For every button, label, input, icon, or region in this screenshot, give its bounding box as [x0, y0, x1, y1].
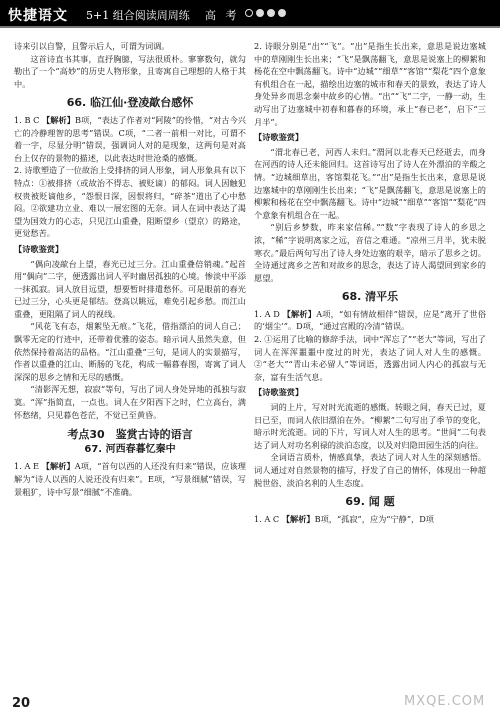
sec68-appreciation-p1: 词的上片，写对时光流逝的感慨。转眼之间，春天已过，夏日已至，而词人依旧漂泊在外。“柳絮”二句写出了季节的变化，暗示时光流逝。词的下片，写词人对人生的思考。“世间”二句表达了词人对功名利禄的淡泊态度，以及对归隐田园生活的向往。: [254, 402, 486, 450]
brand-title: 快捷语文: [8, 8, 68, 24]
watermark: MXQE.COM: [404, 694, 486, 709]
sec66-appreciation-p3: “清影浑无想，寂寂”等句，写出了词人身处异地的孤独与寂寞。“浑”指简直，一点也。词人在夕阳西下之时，伫立高台，满怀愁绪，只见暮色苍茫，不觉已至黄昏。: [14, 384, 246, 420]
level-label: 高 考: [205, 9, 240, 22]
section-67-title: 67. 河西春暮忆秦中: [84, 443, 176, 455]
sec67-answer-1-key: 1. A E: [14, 461, 40, 472]
sec66-jiexi-label: 【解析】: [42, 114, 75, 125]
sec67-answer-2: 2. 诗眼分别是“出”“飞”。“出”是指生长出来，意思是说边塞城中的草刚刚生长出来；“飞”是飘荡翻飞，意思是说塞上的柳絮和杨花在空中飘荡翻飞。诗中“边城”“细草”“客馆”“梨花”四个意象有机组合在一起，描绘出边塞的城市和春天的景致，表达了诗人身处异乡而思念秦中故乡的心情。“出”“飞”二字，一静一动，生动写出了边塞城中初春和暮春的环境，承上“春已老”，启下“三月半”。: [254, 41, 486, 127]
left-column: [14, 40, 246, 498]
page-number: 20: [12, 696, 31, 711]
section-66-title: 66. 临江仙·登凌歊台感怀: [66, 96, 194, 110]
sec68-answer-2: 2. ①运用了比喻的修辞手法，词中“浑忘了”“老大”等词，写出了词人在浑浑噩噩中度过的时光，表达了词人对人生的感慨。②“老大”“青山未必留人”等词语，透露出词人内心的孤寂与无奈，富有生活气息。: [254, 334, 486, 382]
kaodian-title: 考点30 鉴赏古诗的语言: [67, 428, 193, 442]
sec66-appreciation-label: 【诗歌鉴赏】: [14, 243, 64, 254]
intro-line-1: 诗来引以自警，且警示后人，可谓为词调。: [14, 41, 170, 51]
sec67-answer-1-text: A项，“首句以西的人还没有归来”错误，应该理解为“诗人以西的人说还没有归来”。E项，“写景细腻”错误，写景粗犷，诗中写景“细腻”不准确。: [14, 461, 246, 497]
section-68-title: 68. 清平乐: [341, 290, 399, 304]
sec67-appreciation-p1: “渭北春已老，河西人未归。”渭河以北春天已经逝去，而身在河西的诗人还未能回归。这首诗写出了诗人在外漂泊的辛酸之情。“边城细草出，客馆梨花飞。”“出”是指生长出来，意思是说边塞城中的草刚刚生长出来；“飞”是飘荡翻飞，意思是说塞上的柳絮和杨花在空中飘荡翻飞。诗中“边城”“细草”“客馆”“梨花”四个意象有机组合在一起。: [254, 146, 486, 220]
intro-paragraph: 这首诗直书其事，直抒胸臆，写法很质朴。寥寥数句，就勾勒出了一个“高妙”的历史人物形象，且寄寓自己理想的人格于其中。: [14, 53, 246, 89]
sec67-appreciation-label: 【诗歌鉴赏】: [254, 132, 304, 143]
header-dots-icon: [245, 9, 286, 17]
section-69-title: 69. 闻 题: [345, 495, 395, 509]
sec67-appreciation-p2: “别后乡梦数，昨来家信稀。”“数”字表现了诗人的乡思之浓，“稀”字说明离家之远，音信之难通。“凉州三月半，犹未脱寒衣。”最后两句写出了诗人身处边塞的艰辛，暗示了思乡之切。全诗通过离乡之苦和对故乡的思念，表达了诗人渴望回到家乡的愿望。: [254, 222, 486, 283]
right-column: [254, 40, 486, 525]
sec66-appreciation-p1: “偶向凌歊台上望，春光已过三分。江山重叠倍销魂。”起首用“偶向”二字，便透露出词人平时幽居孤独的心境。惨淡中平添一抹孤寂。词人放目远望，想要暂时排遣愁怀。可是眼前的春光已过三分，心头更是郁结。登高以眺远，难免引起乡愁。而江山重叠，更阻隔了词人的视线。: [14, 258, 246, 319]
sec67-jiexi-label: 【解析】: [41, 461, 75, 472]
sec69-answer-1-key: 1. A C: [254, 513, 280, 524]
header-divider: [0, 26, 500, 28]
sec66-answer-1-key: 1. B C: [14, 114, 40, 125]
series-title: 5+1 组合阅读周周练: [86, 9, 190, 22]
sec68-appreciation-p2: 全词语言质朴，情感真挚，表达了词人对人生的深刻感悟。词人通过对自然景物的描写，抒发了自己的情怀，体现出一种超脱世俗、淡泊名利的人生态度。: [254, 452, 486, 488]
sec68-answer-1: [254, 308, 486, 333]
sec66-answer-1: [14, 114, 246, 164]
sec66-answer-2: 2. 诗歌塑造了一位故治上受排挤的词人形象，词人形象具有以下特点：①被排挤（或故治不得志、被贬谪）的郁闷。词人因触犯权贵被贬谪他乡，“怨恨日深，因恨将归，“碎茶”道出了心中愁闷。②欲建功立业、难以一展宏图的无奈。词人在词中表达了渴望为国效力的心志，只见江山重叠，阻断望乡（望京）的路途，更觉愁苦。: [14, 165, 246, 239]
sec68-answer-1-key: 1. A D: [254, 308, 280, 319]
sec66-answer-1-text: B项，“表达了作者对“阿陵”的怜惜，“对古今兴亡的冷静理智的思考”错误。C项，“二者一前相一对比，可谓不着一字，尽显分明”错误，强调词人对的是现象，这两句是对高台上仅存的景物的描述，以此表达时世沧桑的感慨。: [14, 114, 246, 163]
sec66-appreciation-p2: “风花飞有态，烟絮坠无痕。”飞花，借指漂泊的词人自己；飘零无定的行迹中，还带着优雅的姿态。暗示词人虽然失意，但依然保持着高洁的品格。“江山重叠”三句，是词人的实景描写，作者以重叠的江山、断肠的飞花，构成一幅暮春图，寄寓了词人深深的思乡之情和无尽的感慨。: [14, 321, 246, 382]
sec68-jiexi-label: 【解析】: [282, 308, 317, 319]
page-header: [0, 0, 500, 28]
sec68-appreciation-label: 【诗歌鉴赏】: [254, 387, 304, 398]
sec68-answer-1-text: A项，“如有情故相伴”错误，应是“离开了世俗的‘烟尘’”。D项，“通过宫殿的冷清”错误。: [254, 308, 486, 332]
sec69-answer-1: [254, 513, 486, 526]
sec67-answer-1: [14, 460, 246, 498]
sec69-answer-1-text: B项，“孤寂”，应为“宁静”，D项: [314, 513, 434, 524]
sec69-jiexi-label: 【解析】: [281, 513, 315, 524]
